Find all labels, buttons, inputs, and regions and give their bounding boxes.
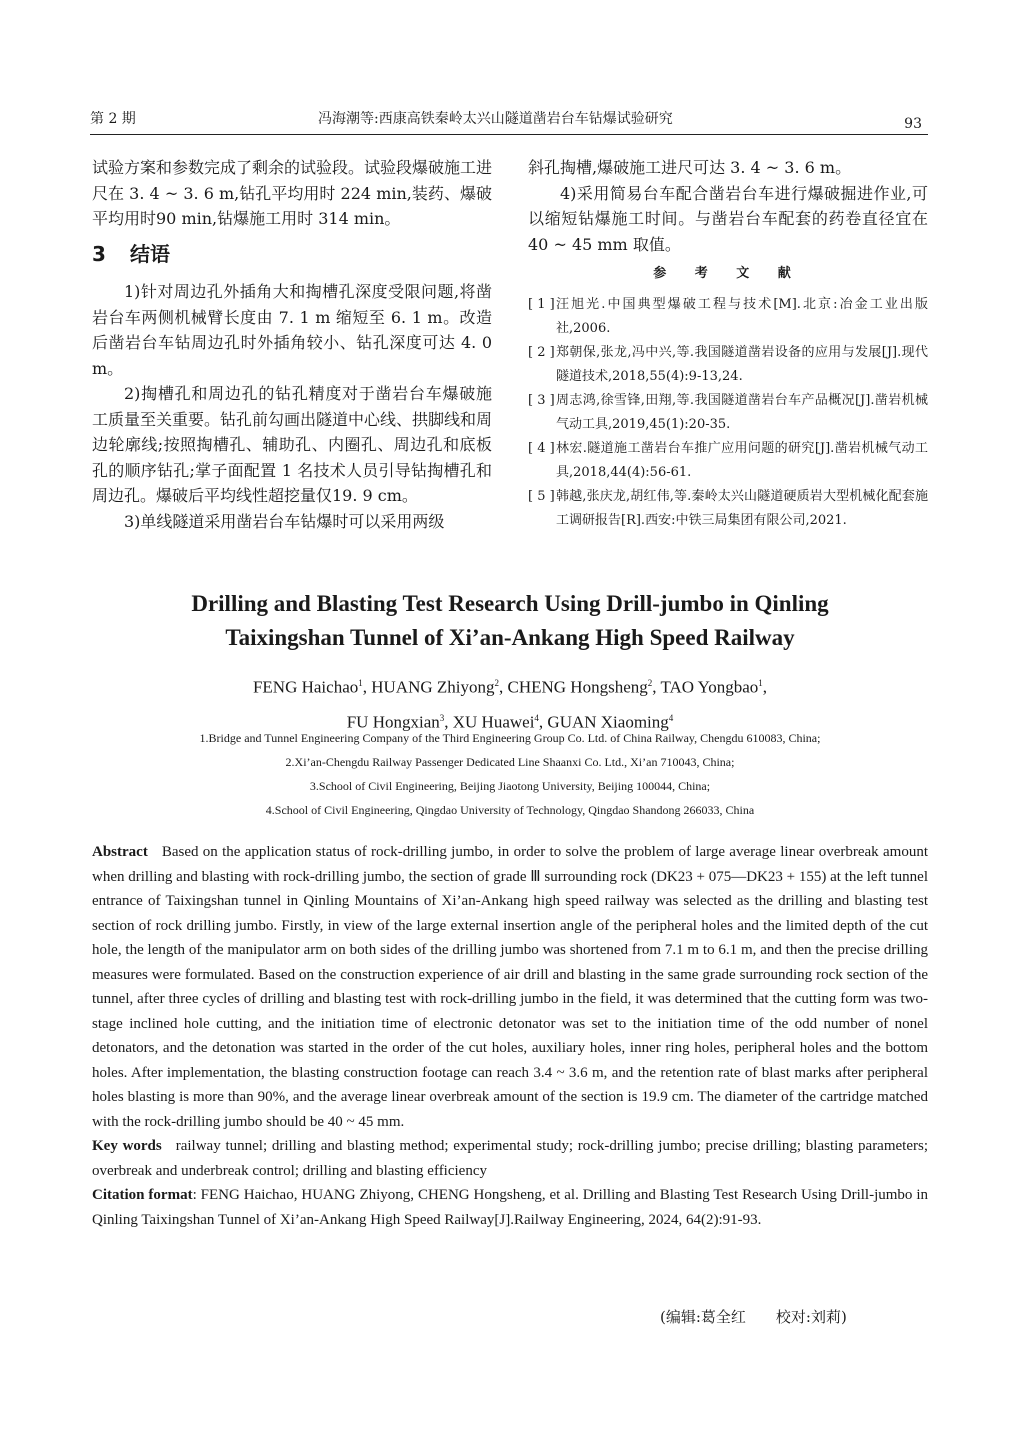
author-affiliation-mark: 4: [534, 712, 539, 723]
citation-paragraph: [92, 1183, 928, 1232]
reference-item: [528, 485, 928, 533]
reference-text: 林宏.隧道施工凿岩台车推广应用问题的研究[J].凿岩机械气动工具,2018,44(4):56-61.: [556, 440, 928, 480]
reference-number: [ 3 ]: [528, 392, 555, 408]
page-number: 93: [904, 116, 922, 132]
conclusion-4: 4)采用简易台车配合凿岩台车进行爆破掘进作业,可以缩短钻爆施工时间。与凿岩台车配套的药卷直径宜在 40 ~ 45 mm 取值。: [528, 183, 928, 254]
reference-number: [ 4 ]: [528, 440, 555, 456]
conclusion-1: 1)针对周边孔外插角大和掏槽孔深度受限问题,将凿岩台车两侧机械臂长度由 7. 1 m 缩短至 6. 1 m。改造后凿岩台车钻周边孔时外插角较小、钻孔深度可达 4. 0 m。: [92, 282, 492, 378]
keywords-text: railway tunnel; drilling and blasting method; experimental study; rock-drilling jumbo; precise drilling; blasting parameters; overbreak and underbreak control; drilling and blasting efficiency: [92, 1138, 928, 1179]
left-column: [92, 155, 492, 534]
running-header: [90, 104, 928, 135]
affiliation-list: [60, 726, 960, 822]
intro-paragraph: 试验方案和参数完成了剩余的试验段。试验段爆破施工进尺在 3. 4 ~ 3. 6 m,钻孔平均用时 224 min,装药、爆破平均用时90 min,钻爆施工用时 314 min。: [92, 158, 493, 228]
title-line-1: Drilling and Blasting Test Research Using Drill-jumbo in Qinling: [191, 591, 829, 616]
reference-text: 周志鸿,徐雪锋,田翔,等.我国隧道凿岩台车产品概况[J].凿岩机械气动工具,2019,45(1):20-35.: [556, 392, 928, 432]
right-column: [528, 155, 928, 533]
running-title: 冯海潮等:西康高铁秦岭太兴山隧道凿岩台车钻爆试验研究: [318, 111, 673, 127]
reference-item: [528, 389, 928, 437]
title-line-2: Taixingshan Tunnel of Xi’an-Ankang High Speed Railway: [225, 625, 795, 650]
abstract-text: Based on the application status of rock-drilling jumbo, in order to solve the problem of large average linear overbreak amount when drilling and blasting with rock-drilling jumbo, the section of grade Ⅲ surrounding rock (DK23 + 075—DK23 + 155) at the left tunnel entrance of Taixingshan tunnel in Qinling Mountains of Xi’an-Ankang high speed railway was selected as the drilling and blasting test section of rock drilling jumbo. Firstly, in view of the large external insertion angle of the peripheral holes and the limited depth of the cut hole, the length of the manipulator arm on both sides of the drilling jumbo was shortened from 7.1 m to 6.1 m, and then the precise drilling measures were formulated. Based on the construction experience of air drill and blasting in the same grade surrounding rock section of the tunnel, after three cycles of drilling and blasting test with rock-drilling jumbo in the field, it was determined that the cutting form was two-stage inclined hole cutting, and the initiation time of electronic detonator was set to the initiation time of the odd number of nonel detonators, and the detonation was started in the order of the cut holes, auxiliary holes, inner ring holes, peripheral holes and the bottom holes. After implementation, the blasting construction footage can reach 3.4 ~ 3.6 m, and the retention rate of blast marks after peripheral holes blasting is more than 90%, and the average linear overbreak amount of the section is 19.9 cm. The diameter of the cartridge matched with the rock-drilling jumbo should be 40 ~ 45 mm.: [92, 844, 928, 1130]
author-line-1: FENG Haichao$^1$, HUANG Zhiyong$^2$, CHENG Hongsheng$^2$, TAO Yongbao$^1$,: [252, 677, 768, 697]
keywords-label: Key words: [92, 1138, 162, 1154]
author-name: FU Hongxian: [346, 712, 440, 732]
author-name: CHENG Hongsheng: [507, 677, 648, 697]
reference-number: [ 2 ]: [528, 344, 555, 360]
references-title: 参 考 文 献: [653, 266, 803, 281]
english-title: [60, 587, 960, 655]
author-name: GUAN Xiaoming: [547, 712, 669, 732]
reference-number: [ 5 ]: [528, 488, 555, 504]
author-name: XU Huawei: [452, 712, 535, 732]
affiliation-item: 4.School of Civil Engineering, Qingdao University of Technology, Qingdao Shandong 266033, China: [265, 803, 755, 817]
reference-text: 韩越,张庆龙,胡红伟,等.秦岭太兴山隧道硬质岩大型机械化配套施工调研报告[R].西安:中铁三局集团有限公司,2021.: [556, 488, 928, 528]
author-line-2: FU Hongxian$^3$, XU Huawei$^4$, GUAN Xiaoming$^4$: [346, 712, 674, 732]
abstract-paragraph: [92, 840, 928, 1134]
citation-label: Citation format: [92, 1187, 193, 1203]
author-affiliation-mark: 4: [668, 712, 674, 723]
reference-text: 郑朝保,张龙,冯中兴,等.我国隧道凿岩设备的应用与发展[J].现代隧道技术,2018,55(4):9-13,24.: [556, 344, 928, 384]
author-affiliation-mark: 1: [358, 678, 363, 688]
citation-text: : FENG Haichao, HUANG Zhiyong, CHENG Hongsheng, et al. Drilling and Blasting Test Research Using Drill-jumbo in Qinling Taixingshan Tunnel of Xi’an-Ankang High Speed Railway[J].Railway Engineering, 2024, 64(2):91-93.: [92, 1187, 928, 1228]
affiliation-item: 1.Bridge and Tunnel Engineering Company of the Third Engineering Group Co. Ltd. of China Railway, Chengdu 610083, China;: [199, 731, 821, 745]
reference-item: [528, 437, 928, 485]
affiliation-item: 2.Xi’an-Chengdu Railway Passenger Dedicated Line Shaanxi Co. Ltd., Xi’an 710043, China;: [285, 755, 735, 769]
author-affiliation-mark: 1: [758, 678, 763, 688]
issue-label: 第 2 期: [90, 111, 136, 127]
conclusion-3-continuation: 斜孔掏槽,爆破施工进尺可达 3. 4 ~ 3. 6 m。: [528, 158, 852, 177]
reference-list: [528, 293, 928, 533]
conclusion-2: 2)掏槽孔和周边孔的钻孔精度对于凿岩台车爆破施工质量至关重要。钻孔前勾画出隧道中心线、拱脚线和周边轮廓线;按照掏槽孔、辅助孔、内圈孔、周边孔和底板孔的顺序钻孔;掌子面配置 1 名技术人员引导钻掏槽孔和周边孔。爆破后平均线性超挖量仅19. 9 cm。: [92, 384, 493, 505]
author-name: TAO Yongbao: [660, 677, 759, 697]
conclusion-3: 3)单线隧道采用凿岩台车钻爆时可以采用两级: [124, 511, 445, 531]
author-affiliation-mark: 2: [647, 678, 653, 688]
keywords-paragraph: [92, 1134, 928, 1183]
section-heading: [92, 242, 492, 268]
author-affiliation-mark: 2: [494, 678, 499, 688]
reference-item: [528, 293, 928, 341]
author-name: FENG Haichao: [252, 677, 359, 697]
abstract-block: [92, 840, 928, 1232]
editor-note: (编辑:葛全红 校对:刘莉): [660, 1308, 847, 1326]
section-number: 3: [92, 241, 106, 266]
reference-number: [ 1 ]: [528, 296, 555, 312]
author-affiliation-mark: 3: [439, 712, 445, 723]
reference-item: [528, 341, 928, 389]
affiliation-item: 3.School of Civil Engineering, Beijing Jiaotong University, Beijing 100044, China;: [309, 779, 711, 793]
abstract-label: Abstract: [92, 844, 148, 860]
reference-text: 汪旭光.中国典型爆破工程与技术[M].北京:冶金工业出版社,2006.: [556, 296, 928, 336]
author-name: HUANG Zhiyong: [371, 677, 495, 697]
section-title: 结语: [130, 241, 170, 266]
